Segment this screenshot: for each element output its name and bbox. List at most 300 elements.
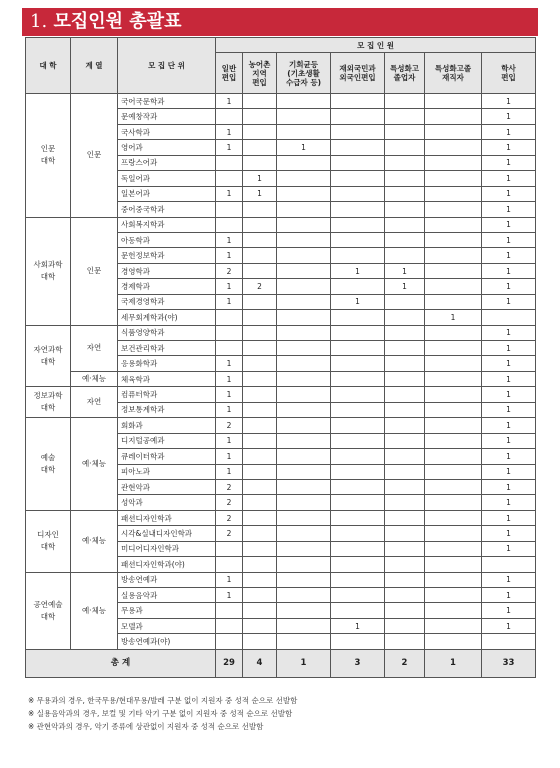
quota-cell [385,603,425,618]
footnote: ※ 무용과의 경우, 한국무용/현대무용/발레 구분 없이 지원자 중 성적 순으로 선발함 [28,696,298,705]
quota-cell [425,464,482,479]
total-row [26,649,536,677]
quota-cell [385,232,425,247]
quota-cell [216,634,243,649]
quota-cell [331,140,385,155]
quota-cell [331,526,385,541]
quota-cell [385,94,425,109]
quota-cell [482,557,536,572]
quota-cell [243,341,277,356]
unit-name: 컴퓨터학과 [118,387,216,402]
quota-cell [331,418,385,433]
header-col-5: 특성화고졸 재직자 [425,53,482,94]
unit-name: 일본어과 [118,186,216,201]
track-name: 자연 [71,325,118,371]
quota-cell [425,186,482,201]
quota-cell [216,217,243,232]
quota-cell: 1 [482,618,536,633]
quota-cell [243,155,277,170]
quota-cell [385,495,425,510]
quota-cell: 1 [216,124,243,139]
footnotes [28,694,533,733]
quota-cell [277,402,331,417]
quota-cell [385,572,425,587]
quota-cell [216,155,243,170]
quota-cell [331,109,385,124]
quota-cell: 1 [482,186,536,201]
quota-cell: 1 [482,341,536,356]
quota-cell: 1 [482,371,536,386]
quota-cell [216,541,243,556]
track-name: 예·체능 [71,371,118,386]
quota-cell [243,603,277,618]
quota-cell [277,634,331,649]
quota-cell: 1 [482,510,536,525]
quota-cell [277,618,331,633]
quota-cell: 1 [482,433,536,448]
unit-name: 체육학과 [118,371,216,386]
unit-name: 모델과 [118,618,216,633]
quota-cell [385,387,425,402]
college-name: 자연과학 대학 [26,325,71,387]
quota-cell: 1 [482,171,536,186]
college-name: 예술 대학 [26,418,71,511]
quota-cell [277,341,331,356]
header-track: 계 열 [71,38,118,94]
quota-cell: 1 [482,140,536,155]
quota-cell [243,310,277,325]
quota-cell [243,94,277,109]
quota-cell [331,634,385,649]
quota-cell [277,325,331,340]
quota-cell [277,248,331,263]
unit-name: 무용과 [118,603,216,618]
quota-cell [385,186,425,201]
quota-cell [425,109,482,124]
quota-cell [216,202,243,217]
quota-cell [243,526,277,541]
quota-cell: 1 [482,325,536,340]
quota-cell: 1 [482,572,536,587]
quota-cell: 2 [243,279,277,294]
quota-cell [425,263,482,278]
quota-cell [385,588,425,603]
quota-cell: 1 [216,248,243,263]
total-cell: 4 [243,649,277,677]
quota-cell: 1 [482,94,536,109]
total-cell: 2 [385,649,425,677]
track-name: 자연 [71,387,118,418]
unit-name: 시각&실내디자인학과 [118,526,216,541]
college-name: 인문 대학 [26,94,71,218]
quota-cell [243,572,277,587]
quota-cell [243,356,277,371]
unit-name: 아동학과 [118,232,216,247]
quota-cell [331,310,385,325]
quota-cell: 1 [216,433,243,448]
quota-cell [385,371,425,386]
quota-cell [277,464,331,479]
quota-cell [385,634,425,649]
unit-name: 식품영양학과 [118,325,216,340]
quota-cell [385,124,425,139]
quota-cell [482,310,536,325]
header-col-0: 일반 편입 [216,53,243,94]
quota-cell [243,263,277,278]
quota-cell: 1 [216,356,243,371]
quota-cell [331,433,385,448]
quota-cell [277,572,331,587]
quota-cell [385,155,425,170]
quota-cell [243,217,277,232]
quota-cell [425,294,482,309]
quota-table [25,37,536,678]
quota-cell [216,618,243,633]
quota-cell: 1 [482,526,536,541]
quota-cell: 2 [216,526,243,541]
header-col-4: 특성화고 졸업자 [385,53,425,94]
quota-cell: 1 [482,541,536,556]
quota-cell [277,418,331,433]
quota-cell [216,310,243,325]
quota-cell [385,171,425,186]
unit-name: 경영학과 [118,263,216,278]
quota-cell [243,325,277,340]
track-name: 인문 [71,217,118,325]
quota-cell [425,140,482,155]
quota-cell [331,402,385,417]
unit-name: 프랑스어과 [118,155,216,170]
quota-cell [425,124,482,139]
quota-cell: 1 [482,279,536,294]
quota-cell [331,557,385,572]
quota-cell [277,109,331,124]
unit-name: 세무회계학과(야) [118,310,216,325]
quota-cell [385,248,425,263]
unit-name: 패션디자인학과(야) [118,557,216,572]
quota-cell [243,495,277,510]
quota-cell: 1 [482,402,536,417]
quota-cell [425,618,482,633]
quota-cell: 1 [482,155,536,170]
quota-cell [385,526,425,541]
quota-cell [331,387,385,402]
quota-cell: 1 [482,603,536,618]
quota-cell: 1 [216,140,243,155]
footnote: ※ 관현악과의 경우, 악기 종류에 상관없이 지원자 중 성적 순으로 선발함 [28,722,264,731]
quota-cell [243,618,277,633]
quota-cell [425,634,482,649]
quota-cell [216,341,243,356]
table-row [26,371,536,386]
unit-name: 문헌정보학과 [118,248,216,263]
quota-cell [277,94,331,109]
quota-cell [243,510,277,525]
quota-cell [331,510,385,525]
quota-cell [425,449,482,464]
quota-cell [243,232,277,247]
table-body [26,94,536,650]
quota-cell [277,217,331,232]
header-col-2: 기회균등 (기초생활 수급자 등) [277,53,331,94]
table-header [26,38,536,94]
unit-name: 영어과 [118,140,216,155]
quota-cell: 1 [482,294,536,309]
unit-name: 문예창작과 [118,109,216,124]
college-name: 디자인 대학 [26,510,71,572]
quota-cell: 1 [425,310,482,325]
quota-cell [331,603,385,618]
unit-name: 성악과 [118,495,216,510]
unit-name: 사회복지학과 [118,217,216,232]
quota-cell [385,418,425,433]
quota-cell [482,634,536,649]
quota-cell [277,557,331,572]
quota-cell [277,294,331,309]
quota-cell [277,155,331,170]
quota-cell [331,449,385,464]
quota-cell: 2 [216,263,243,278]
quota-cell [277,279,331,294]
quota-cell: 1 [216,387,243,402]
quota-cell [385,402,425,417]
quota-cell: 1 [216,572,243,587]
table-row [26,325,536,340]
quota-cell [385,341,425,356]
quota-cell [425,94,482,109]
quota-cell [425,402,482,417]
quota-cell [425,217,482,232]
quota-cell [385,557,425,572]
quota-cell: 1 [331,294,385,309]
quota-cell [243,541,277,556]
quota-cell [277,433,331,448]
quota-cell: 2 [216,510,243,525]
quota-cell: 1 [482,464,536,479]
title-bar [22,8,538,36]
quota-cell [385,294,425,309]
quota-cell [331,572,385,587]
unit-name: 응용화학과 [118,356,216,371]
quota-cell [425,341,482,356]
quota-cell: 1 [243,186,277,201]
quota-cell: 1 [331,263,385,278]
quota-cell [425,526,482,541]
header-unit: 모 집 단 위 [118,38,216,94]
quota-cell [385,541,425,556]
total-cell: 29 [216,649,243,677]
quota-cell: 1 [482,263,536,278]
quota-cell: 1 [216,94,243,109]
quota-cell [425,387,482,402]
quota-cell [243,294,277,309]
unit-name: 독일어과 [118,171,216,186]
quota-cell [425,418,482,433]
table-row [26,572,536,587]
quota-cell [243,202,277,217]
quota-cell [425,603,482,618]
quota-cell [243,371,277,386]
quota-cell [425,588,482,603]
quota-cell: 1 [216,449,243,464]
quota-cell: 1 [482,449,536,464]
quota-cell [277,495,331,510]
quota-cell [331,464,385,479]
quota-cell [331,371,385,386]
quota-cell [385,356,425,371]
quota-cell: 1 [216,186,243,201]
quota-cell: 1 [216,588,243,603]
quota-cell [277,171,331,186]
quota-cell [243,464,277,479]
quota-cell [385,325,425,340]
quota-cell [385,202,425,217]
quota-cell [331,155,385,170]
quota-cell [243,557,277,572]
table-row [26,387,536,402]
quota-cell [425,356,482,371]
unit-name: 방송연예과 [118,572,216,587]
quota-cell [243,109,277,124]
quota-cell [425,479,482,494]
quota-cell [425,557,482,572]
quota-cell: 1 [216,402,243,417]
quota-cell [243,418,277,433]
quota-cell [331,186,385,201]
quota-cell [243,588,277,603]
unit-name: 정보통계학과 [118,402,216,417]
quota-cell: 1 [331,618,385,633]
quota-cell [277,124,331,139]
header-col-3: 재외국민과 외국인편입 [331,53,385,94]
quota-cell: 1 [482,479,536,494]
quota-cell [277,479,331,494]
quota-cell [243,124,277,139]
quota-cell [277,310,331,325]
track-name: 인문 [71,94,118,218]
unit-name: 경제학과 [118,279,216,294]
quota-cell: 1 [482,588,536,603]
quota-cell [243,140,277,155]
quota-cell: 1 [243,171,277,186]
quota-cell [331,248,385,263]
total-cell: 1 [425,649,482,677]
quota-cell [243,634,277,649]
quota-cell [277,603,331,618]
unit-name: 관현악과 [118,479,216,494]
quota-cell [331,588,385,603]
quota-cell [425,495,482,510]
quota-cell [385,618,425,633]
unit-name: 방송연예과(야) [118,634,216,649]
quota-cell: 2 [216,418,243,433]
quota-cell: 1 [482,232,536,247]
quota-cell [385,479,425,494]
track-name: 예·체능 [71,418,118,511]
quota-cell [385,310,425,325]
unit-name: 피아노과 [118,464,216,479]
quota-cell: 1 [216,232,243,247]
unit-name: 큐레이터학과 [118,449,216,464]
quota-cell: 1 [482,387,536,402]
quota-cell [331,94,385,109]
quota-cell [331,341,385,356]
quota-cell [216,325,243,340]
quota-cell [277,356,331,371]
quota-cell [425,232,482,247]
quota-cell [216,171,243,186]
quota-cell [216,603,243,618]
quota-cell [385,464,425,479]
quota-cell: 1 [482,124,536,139]
unit-name: 회화과 [118,418,216,433]
quota-cell [425,572,482,587]
quota-cell [331,171,385,186]
unit-name: 패션디자인학과 [118,510,216,525]
quota-cell [277,526,331,541]
quota-cell [385,449,425,464]
quota-cell [425,279,482,294]
quota-cell [331,202,385,217]
quota-cell [243,402,277,417]
page-title [30,10,181,34]
quota-cell [425,248,482,263]
table-row [26,418,536,433]
unit-name: 중어중국학과 [118,202,216,217]
quota-cell: 1 [482,217,536,232]
quota-cell [216,109,243,124]
quota-cell: 1 [482,248,536,263]
unit-name: 국사학과 [118,124,216,139]
quota-cell: 1 [216,279,243,294]
quota-cell [425,155,482,170]
quota-cell [243,433,277,448]
header-col-6: 학사 편입 [482,53,536,94]
title-number: 1. [30,11,48,32]
track-name: 예·체능 [71,510,118,572]
quota-cell: 1 [277,140,331,155]
total-label: 총 계 [26,649,216,677]
quota-cell [243,449,277,464]
quota-cell: 1 [385,279,425,294]
quota-cell [331,356,385,371]
quota-cell [277,510,331,525]
quota-cell [331,479,385,494]
quota-cell [331,495,385,510]
quota-cell [277,232,331,247]
quota-cell [277,541,331,556]
quota-cell [385,109,425,124]
quota-cell: 2 [216,495,243,510]
track-name: 예·체능 [71,572,118,649]
quota-cell [425,202,482,217]
quota-cell [277,186,331,201]
quota-cell [331,124,385,139]
header-col-1: 농어촌 지역 편입 [243,53,277,94]
quota-cell: 1 [216,464,243,479]
quota-cell [425,541,482,556]
quota-cell: 1 [482,109,536,124]
header-college: 대 학 [26,38,71,94]
college-name: 공연예술 대학 [26,572,71,649]
quota-cell [425,371,482,386]
quota-cell [425,325,482,340]
total-cell: 1 [277,649,331,677]
unit-name: 국어국문학과 [118,94,216,109]
quota-cell [385,510,425,525]
quota-cell [331,232,385,247]
unit-name: 국제경영학과 [118,294,216,309]
